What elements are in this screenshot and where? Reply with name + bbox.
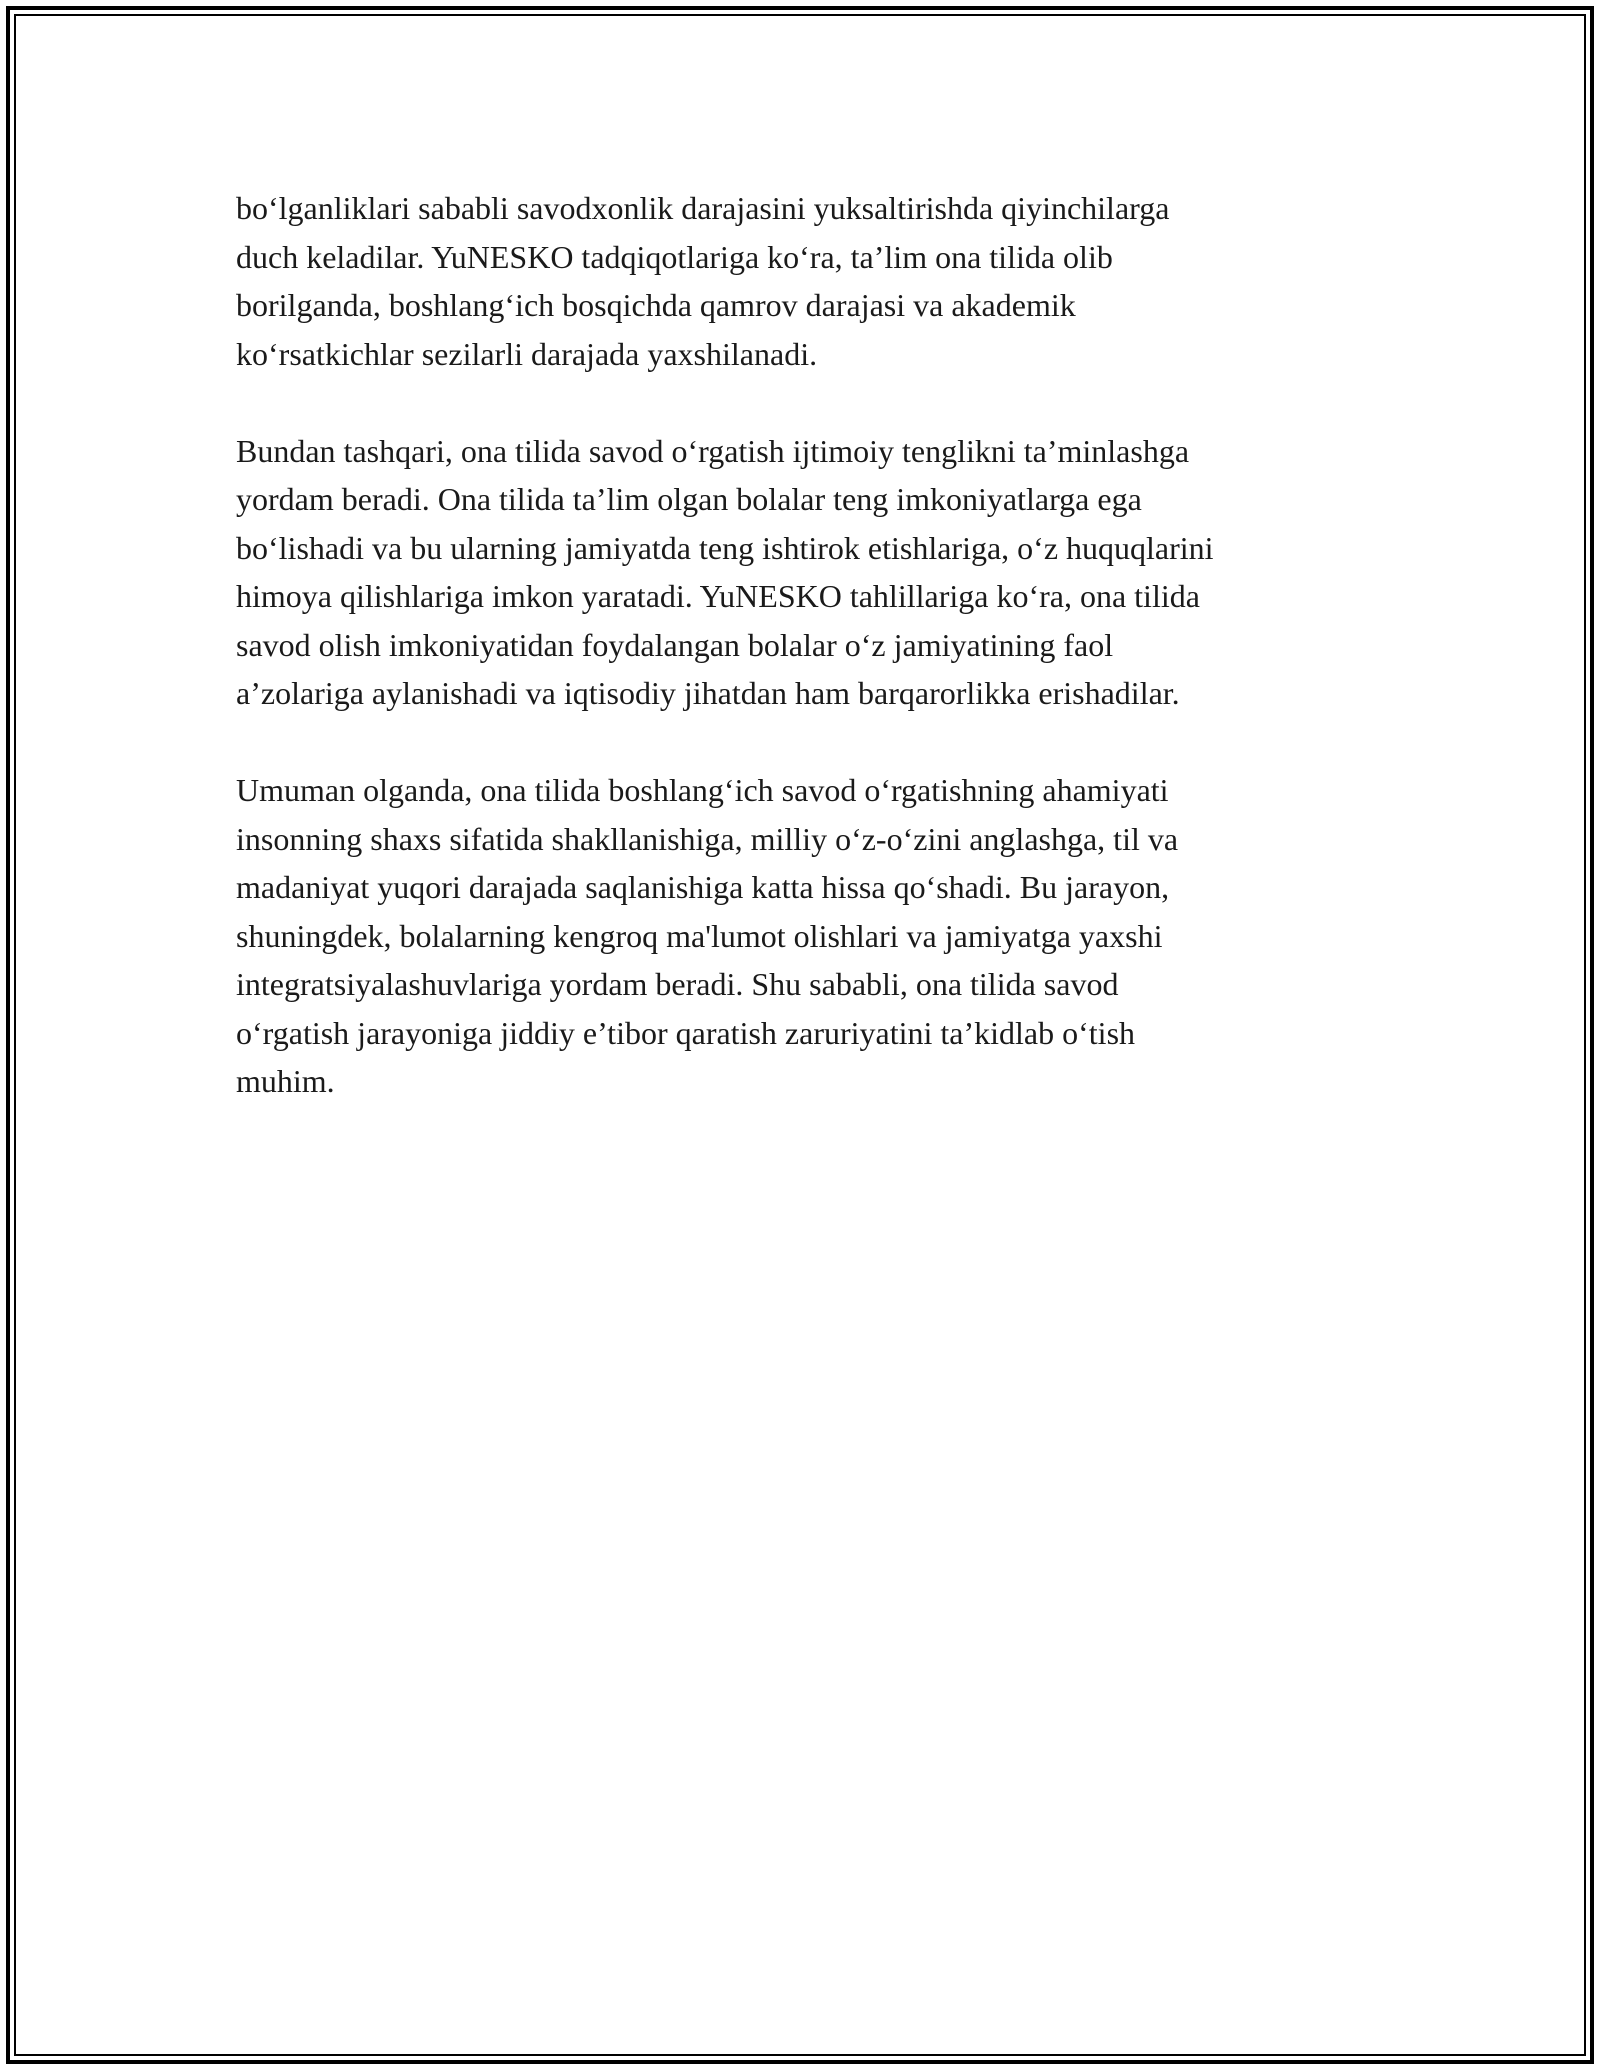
paragraph-1: bo‘lganliklari sababli savodxonlik darajasini yuksaltirishda qiyinchilarga duch keladilar. YuNESKO tadqiqotlariga ko‘ra, ta’lim ona tilida olib borilganda, boshlang‘ich bosqichda qamrov darajasi va akademik ko‘rsatkichlar sezilarli darajada yaxshilanadi. — [236, 190, 1170, 372]
paragraph-2: Bundan tashqari, ona tilida savod o‘rgatish ijtimoiy tenglikni ta’minlashga yordam beradi. Ona tilida ta’lim olgan bolalar teng imkoniyatlarga ega bo‘lishadi va bu ularning jamiyatda teng ishtirok etishlariga, o‘z huquqlarini himoya qilishlariga imkon yaratadi. YuNESKO tahlillariga ko‘ra, ona tilida savod olish imkoniyatidan foydalangan bolalar o‘z jamiyatining faol a’zolariga aylanishadi va iqtisodiy jihatdan ham barqarorlikka erishadilar. — [236, 432, 1214, 711]
paragraph-3: Umuman olganda, ona tilida boshlang‘ich savod o‘rgatishning ahamiyati insonning shaxs sifatida shakllanishiga, milliy o‘z-o‘zini anglashga, til va madaniyat yuqori darajada saqlanishiga katta hissa qo‘shadi. Bu jarayon, shuningdek, bolalarning kengroq ma'lumot olishlari va jamiyatga yaxshi integratsiyalashuvlariga yordam beradi. Shu sababli, ona tilida savod o‘rgatish jarayoniga jiddiy e’tibor qaratish zaruriyatini ta’kidlab o‘tish muhim. — [236, 772, 1179, 1099]
document-body — [236, 184, 1366, 1106]
